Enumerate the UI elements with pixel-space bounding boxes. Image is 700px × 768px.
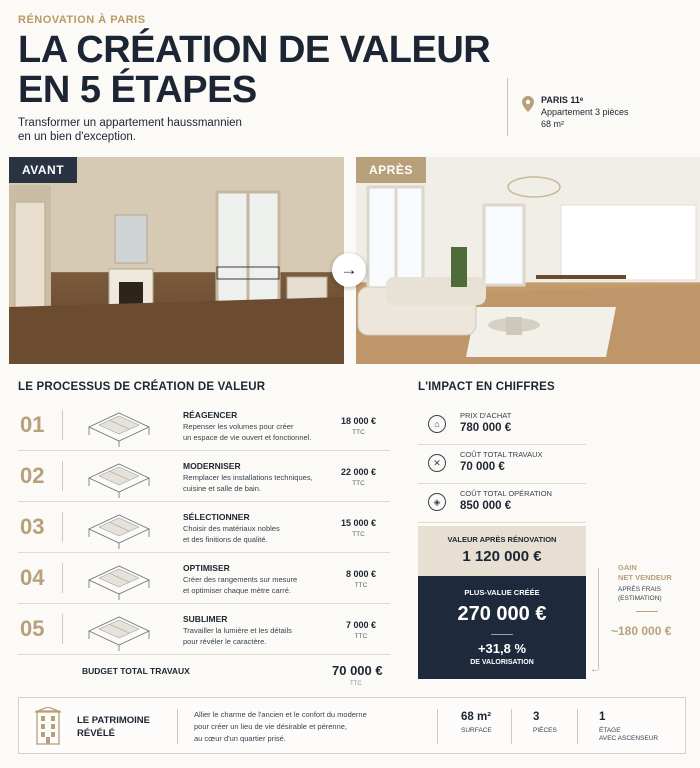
after-photo <box>356 157 700 364</box>
footer-title-1: LE PATRIMOINE <box>77 715 151 726</box>
step-description-line: un espace de vie ouvert et fonctionnel. <box>183 432 312 442</box>
impact-label: PRIX D'ACHAT <box>460 411 512 420</box>
budget-value: 70 000 € <box>332 663 383 678</box>
step-description-line: Travailler la lumière et les détails <box>183 626 292 635</box>
subtitle-line-1: Transformer un appartement haussmannien <box>18 117 242 129</box>
footer-text <box>194 709 394 745</box>
step-price-ttc: TTC <box>352 480 365 487</box>
step-price-value: 15 000 € <box>340 518 376 528</box>
step-description-line: cuisine et salle de bain. <box>183 483 261 493</box>
location-info <box>541 94 629 130</box>
tools-icon: ✕ <box>428 454 446 472</box>
location-city: PARIS 11ᵉ <box>541 95 584 105</box>
process-title: LE PROCESSUS DE CRÉATION DE VALEUR <box>18 381 266 393</box>
step-price <box>341 518 376 538</box>
location-type: Appartement 3 pièces <box>541 107 629 117</box>
step-title: SUBLIMER <box>183 614 228 624</box>
eyebrow-label: RÉNOVATION À PARIS <box>18 14 146 26</box>
step-description <box>183 575 333 596</box>
value-after-block <box>418 526 586 576</box>
process-list <box>18 400 390 655</box>
net-gain-sub-2: (ESTIMATION) <box>618 595 662 602</box>
step-price-value: 18 000 € <box>340 416 376 426</box>
floorplan-icon <box>84 405 154 447</box>
footer-divider <box>577 709 578 744</box>
step-price-ttc: TTC <box>354 582 368 589</box>
stat-floor <box>599 711 658 743</box>
impact-value: 850 000 € <box>460 500 512 512</box>
stat-floor-value: 1 <box>599 711 606 723</box>
step-number: 01 <box>20 412 45 437</box>
stat-rooms-value: 3 <box>533 711 540 723</box>
step-title: SÉLECTIONNER <box>183 512 250 522</box>
step-price-value: 7 000 € <box>345 620 376 630</box>
footer-text-1: Allier le charme de l'ancien et le confort du moderne <box>194 710 367 719</box>
title-line-2: EN 5 ÉTAPES <box>18 69 257 111</box>
step-price-ttc: TTC <box>352 429 365 436</box>
step-title: OPTIMISER <box>183 563 230 573</box>
step-price-value: 22 000 € <box>340 467 376 477</box>
budget-ttc: TTC <box>350 681 362 687</box>
footer-divider <box>437 709 438 744</box>
step-divider <box>62 461 63 491</box>
floorplan-icon <box>84 507 154 549</box>
step-number: 03 <box>20 514 45 539</box>
gain-percent-label: DE VALORISATION <box>470 659 534 666</box>
stat-surface <box>461 711 492 735</box>
impact-label: COÛT TOTAL TRAVAUX <box>460 450 543 459</box>
after-label: APRÈS <box>356 157 426 183</box>
location-pin-icon <box>522 96 534 112</box>
step-price <box>341 416 376 436</box>
net-gain-subtitle <box>618 585 662 603</box>
before-room-illustration <box>9 157 344 364</box>
house-icon: ⌂ <box>428 415 446 433</box>
net-gain-title-1: GAIN <box>618 563 637 572</box>
stat-floor-label <box>599 727 658 743</box>
after-room-illustration <box>356 157 700 364</box>
footer-bar <box>18 697 686 754</box>
step-price <box>341 467 376 487</box>
step-description <box>183 626 333 647</box>
stat-floor-label-2: AVEC ASCENSEUR <box>599 735 659 742</box>
footer-title-2: RÉVÉLÉ <box>77 728 116 739</box>
impact-row <box>418 445 586 484</box>
step-divider <box>62 563 63 593</box>
footer-title <box>77 714 150 740</box>
net-gain-value: ~180 000 € <box>611 624 672 638</box>
step-description-line: et optimiser chaque mètre carré. <box>183 585 291 595</box>
step-number: 05 <box>20 616 45 641</box>
step-description-line: Remplacer les installations techniques, <box>183 473 313 482</box>
stat-rooms <box>533 711 557 735</box>
gain-label: PLUS-VALUE CRÉÉE <box>464 588 540 597</box>
building-icon <box>35 707 61 745</box>
floorplan-icon <box>84 558 154 600</box>
step-description <box>183 473 333 494</box>
step-price-ttc: TTC <box>352 531 365 538</box>
gain-block <box>418 576 586 679</box>
stat-rooms-label: PIÈCES <box>533 727 557 734</box>
footer-divider <box>177 709 178 744</box>
impact-value: 780 000 € <box>460 422 512 434</box>
before-label: AVANT <box>9 157 77 183</box>
step-description <box>183 422 333 443</box>
net-gain-sub-1: APRÈS FRAIS <box>618 586 661 593</box>
process-step <box>18 502 390 553</box>
location-divider <box>507 78 508 136</box>
impact-row <box>418 484 586 523</box>
step-description-line: et des finitions de qualité. <box>183 534 268 544</box>
step-description-line: pour révéler le caractère. <box>183 636 267 646</box>
step-price <box>346 569 376 589</box>
footer-divider <box>511 709 512 744</box>
gain-percent: +31,8 % <box>477 641 527 656</box>
coins-icon: ◈ <box>428 493 446 511</box>
stat-floor-label-1: ÉTAGE <box>599 727 621 734</box>
step-description-line: Choisir des matériaux nobles <box>183 524 280 533</box>
step-title: MODERNISER <box>183 461 241 471</box>
footer-text-3: au cœur d'un quartier prisé. <box>194 734 286 743</box>
impact-title: L'IMPACT EN CHIFFRES <box>418 381 555 393</box>
process-step <box>18 604 390 655</box>
net-gain-connector <box>598 568 599 670</box>
budget-label: BUDGET TOTAL TRAVAUX <box>82 666 190 676</box>
title-line-1: LA CRÉATION DE VALEUR <box>18 29 491 71</box>
step-description-line: Créer des rangements sur mesure <box>183 575 298 584</box>
step-price <box>346 620 376 640</box>
gain-amount: 270 000 € <box>457 603 547 625</box>
value-after-amount: 1 120 000 € <box>462 548 542 565</box>
subtitle-line-2: en un bien d'exception. <box>18 131 136 143</box>
stat-surface-label: SURFACE <box>461 727 492 734</box>
net-gain-title <box>618 563 672 583</box>
impact-row <box>418 406 586 445</box>
step-divider <box>62 410 63 440</box>
process-step <box>18 451 390 502</box>
arrow-left-icon: ← <box>590 664 600 675</box>
step-divider <box>62 512 63 542</box>
net-gain-title-2: NET VENDEUR <box>618 573 672 582</box>
page-subtitle <box>18 116 268 144</box>
step-divider <box>62 614 63 644</box>
floorplan-icon <box>84 609 154 651</box>
floorplan-icon <box>84 456 154 498</box>
impact-value: 70 000 € <box>460 461 505 473</box>
gain-separator <box>491 634 513 635</box>
step-price-value: 8 000 € <box>345 569 376 579</box>
step-description-line: Repenser les volumes pour créer <box>183 422 294 431</box>
impact-label: COÛT TOTAL OPÉRATION <box>460 489 552 498</box>
step-number: 04 <box>20 565 45 590</box>
step-title: RÉAGENCER <box>183 410 238 420</box>
location-area: 68 m² <box>541 119 565 129</box>
step-number: 02 <box>20 463 45 488</box>
step-price-ttc: TTC <box>354 633 368 640</box>
footer-text-2: pour créer un lieu de vie désirable et pérenne, <box>194 722 348 731</box>
process-step <box>18 553 390 604</box>
page-title <box>18 30 490 110</box>
value-after-label: VALEUR APRÈS RÉNOVATION <box>447 535 557 544</box>
process-step <box>18 400 390 451</box>
stat-surface-value: 68 m² <box>461 711 492 723</box>
net-gain-rule <box>636 611 658 612</box>
step-description <box>183 524 333 545</box>
before-photo <box>9 157 344 364</box>
arrow-right-icon[interactable]: → <box>332 253 366 287</box>
